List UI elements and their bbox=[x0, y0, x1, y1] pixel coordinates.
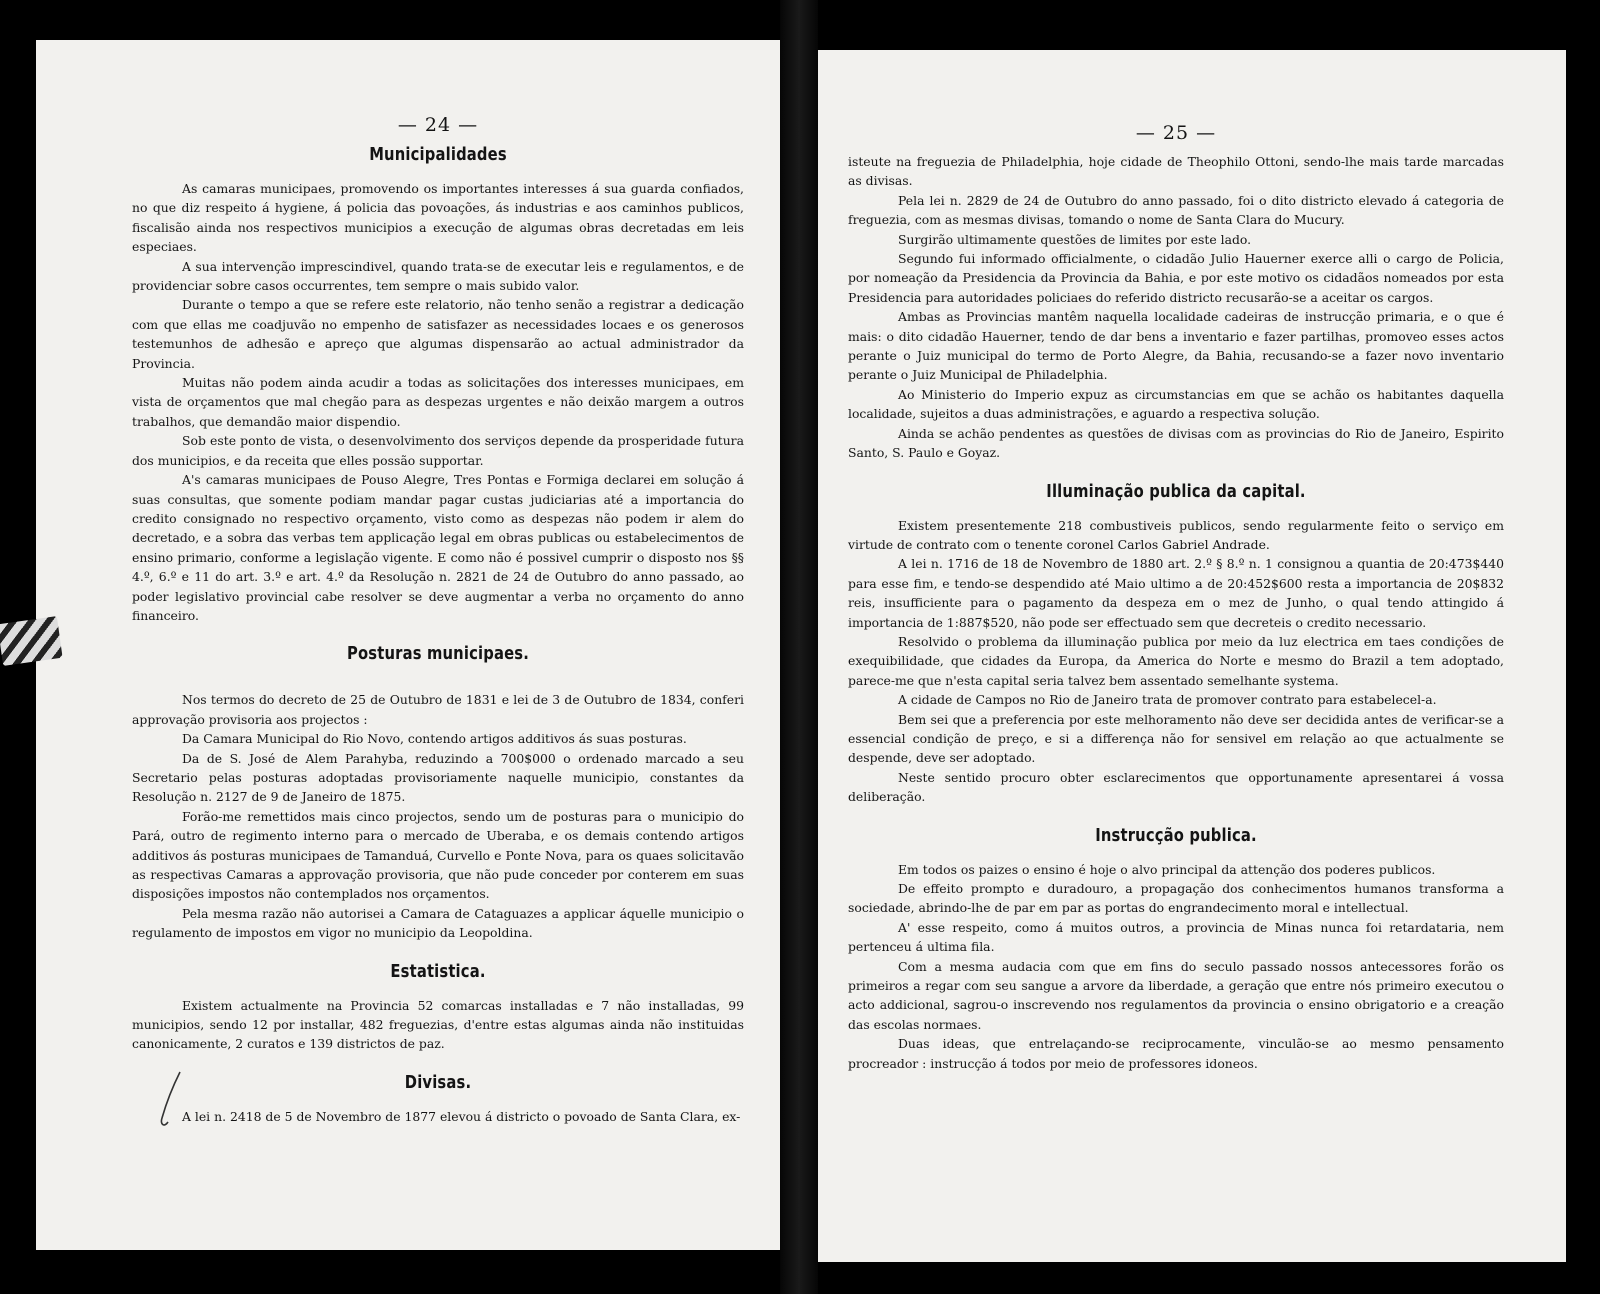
paragraph: Pela lei n. 2829 de 24 de Outubro do anno passado, foi o dito districto elevado á categoria de freguezia, com as mesmas divisas, tomando o nome de Santa Clara do Mucury. bbox=[848, 192, 1504, 228]
section-heading-posturas: Posturas municipaes. bbox=[347, 643, 529, 665]
paragraph: Duas ideas, que entrelaçando-se reciprocamente, vinculão-se ao mesmo pensamento procreador : instrucção á todos por meio de professores idoneos. bbox=[848, 1036, 1504, 1071]
paragraph: isteute na freguezia de Philadelphia, hoje cidade de Theophilo Ottoni, sendo-lhe mais tarde marcadas as divisas. bbox=[848, 154, 1504, 189]
paragraph: De effeito prompto e duradouro, a propagação dos conhecimentos humanos transforma a sociedade, abrindo-lhe de par em par as portas do engrandecimento moral e intellectual. bbox=[848, 881, 1504, 916]
paragraph: Muitas não podem ainda acudir a todas as solicitações dos interesses municipaes, em vista de orçamentos que mal chegão para as despezas urgentes e não deixão margem a outros trabalhos, que demandão maior dispendio. bbox=[132, 375, 744, 429]
paragraph: Com a mesma audacia com que em fins do seculo passado nossos antecessores forão os primeiros a regar com seu sangue a arvore da liberdade, a geração que entre nós primeiro executou o acto addicional, sagrou-o inscrevendo nos regulamentos da provincia o ensino obrigatorio e a creação das escolas normaes. bbox=[848, 958, 1504, 1032]
pencil-mark-icon bbox=[158, 1070, 184, 1130]
paragraph: Ao Ministerio do Imperio expuz as circumstancias em que se achão os habitantes daquella localidade, sujeitos a duas administrações, e aguardo a respectiva solução. bbox=[848, 386, 1504, 422]
paragraph: Da Camara Municipal do Rio Novo, contendo artigos additivos ás suas posturas. bbox=[182, 731, 687, 747]
section-heading-divisas: Divisas. bbox=[404, 1071, 472, 1093]
bookmark-tab bbox=[0, 616, 63, 666]
spacer bbox=[132, 625, 744, 637]
paragraph: Bem sei que a preferencia por este melhoramento não deve ser decidida antes de verificar-se a essencial condição de preço, e si a differença não for sensivel em relação ao que actualmente se despende, deve ser adoptado. bbox=[848, 711, 1504, 766]
right-page bbox=[818, 50, 1566, 1262]
spacer bbox=[132, 943, 744, 955]
paragraph: Em todos os paizes o ensino é hoje o alvo principal da attenção dos poderes publicos. bbox=[898, 861, 1436, 877]
paragraph: Pela mesma razão não autorisei a Camara de Cataguazes a applicar áquelle municipio o regulamento de impostos em vigor no municipio da Leopoldina. bbox=[132, 905, 744, 941]
paragraph: Forão-me remettidos mais cinco projectos, sendo um de posturas para o municipio do Pará, outro de regimento interno para o mercado de Uberaba, e os demais contendo artigos additivos ás posturas municipaes de Tamanduá, Curvello e Ponte Nova, para os quaes solicitavão as respectivas Camaras a approvação provisoria, que não pude conceder por conterem em suas disposições impostos não contemplados nos orçamentos. bbox=[132, 808, 744, 902]
section-heading-municipalidades: Municipalidades bbox=[369, 144, 507, 165]
page-number: — 24 — bbox=[397, 114, 479, 136]
section-heading-estatistica: Estatistica. bbox=[390, 960, 486, 982]
spacer bbox=[132, 1054, 744, 1066]
paragraph: A cidade de Campos no Rio de Janeiro trata de promover contrato para estabelecel-a. bbox=[898, 692, 1437, 708]
section-heading-instruccao: Instrucção publica. bbox=[1095, 824, 1257, 846]
paragraph: Resolvido o problema da illuminação publica por meio da luz electrica em taes condições de exequibilidade, que cidades da Europa, da America do Norte e mesmo do Brazil a tem adoptado, parece-me que n'esta capital seria talvez bem assentado semelhante systema. bbox=[848, 633, 1504, 688]
paragraph: Existem actualmente na Provincia 52 comarcas installadas e 7 não installadas, 99 municipios, sendo 12 por installar, 482 freguezias, d'entre estas algumas ainda não instituidas canonicamente, 2 curatos e 139 districtos de paz. bbox=[132, 997, 744, 1052]
paragraph: A lei n. 1716 de 18 de Novembro de 1880 art. 2.º § 8.º n. 1 consignou a quantia de 20:473$440 para esse fim, e tendo-se despendido até Maio ultimo a de 20:452$600 resta a importancia de 20$832 reis, insufficiente para o pagamento da despeza em o mez de Junho, o qual tendo attingido á importancia de 1:887$520, não pode ser effectuado sem que decreteis o credito necessario. bbox=[848, 556, 1504, 630]
paragraph: Neste sentido procuro obter esclarecimentos que opportunamente apresentarei á vossa deliberação. bbox=[848, 769, 1504, 805]
paragraph: As camaras municipaes, promovendo os importantes interesses á sua guarda confiados, no que diz respeito á hygiene, á policia das povoações, ás industrias e aos caminhos publicos, fiscalisão ainda nos respectivos municipios a execução de algumas obras decretadas em leis especiaes. bbox=[132, 181, 744, 255]
paragraph: Ambas as Provincias mantêm naquella localidade cadeiras de instrucção primaria, e o que é mais: o dito cidadão Hauerner, tendo de dar bens a inventario e fazer partilhas, promoveo esses actos perante o Juiz municipal do termo de Porto Alegre, da Bahia, recusando-se a fazer novo inventario perante o Juiz Municipal de Philadelphia. bbox=[848, 309, 1504, 383]
left-page bbox=[36, 40, 780, 1250]
spacer bbox=[848, 807, 1504, 819]
paragraph: Nos termos do decreto de 25 de Outubro de 1831 e lei de 3 de Outubro de 1834, conferi approvação provisoria aos projectos : bbox=[132, 692, 744, 727]
paragraph: A lei n. 2418 de 5 de Novembro de 1877 elevou á districto o povoado de Santa Clara, ex- bbox=[182, 1108, 741, 1124]
paragraph: Segundo fui informado officialmente, o cidadão Julio Hauerner exerce alli o cargo de Policia, por nomeação da Presidencia da Provincia da Bahia, e por este motivo os cidadãos nomeados por esta Presidencia para autoridades policiaes do referido districto recusarão-se a aceitar os cargos. bbox=[848, 251, 1504, 305]
paragraph: Durante o tempo a que se refere este relatorio, não tenho senão a registrar a dedicação com que ellas me coadjuvão no empenho de satisfazer as necessidades locaes e os generosos testemunhos de adhesão e apreço que algumas dispensarão ao actual administrador da Provincia. bbox=[132, 297, 744, 371]
paragraph: A' esse respeito, como á muitos outros, a provincia de Minas nunca foi retardataria, nem pertenceu á ultima fila. bbox=[848, 919, 1504, 955]
section-heading-illuminacao: Illuminação publica da capital. bbox=[1046, 480, 1306, 502]
paragraph: Surgirão ultimamente questões de limites por este lado. bbox=[898, 231, 1252, 247]
spacer bbox=[132, 678, 744, 690]
paragraph: A sua intervenção imprescindivel, quando trata-se de executar leis e regulamentos, e de providenciar sobre casos occurrentes, tem sempre o mais subido valor. bbox=[132, 258, 744, 294]
paragraph: Existem presentemente 218 combustiveis publicos, sendo regularmente feito o serviço em virtude de contrato com o tenente coronel Carlos Gabriel Andrade. bbox=[848, 517, 1504, 552]
paragraph: Ainda se achão pendentes as questões de divisas com as provincias do Rio de Janeiro, Espirito Santo, S. Paulo e Goyaz. bbox=[848, 425, 1504, 461]
spacer bbox=[848, 463, 1504, 475]
page-number: — 25 — bbox=[1135, 122, 1217, 144]
paragraph: A's camaras municipaes de Pouso Alegre, Tres Pontas e Formiga declarei em solução á suas consultas, que somente podiam mandar pagar custas judiciarias até a importancia do credito consignado no respectivo orçamento, visto como as despezas não podem ir alem do decretado, e a sobra das verbas tem applicação legal em obras publicas ou estabelecimentos de ensino primario, conforme a legislação vigente. E como não é possivel cumprir o disposto nos §§ 4.º, 6.º e 11 do art. 3.º e art. 4.º da Resolução n. 2821 de 24 de Outubro do anno passado, ao poder legislativo provincial cabe resolver se deve augmentar a verba no orçamento do anno financeiro. bbox=[132, 472, 744, 623]
paragraph: Da de S. José de Alem Parahyba, reduzindo a 700$000 o ordenado marcado a seu Secretario pelas posturas adoptadas provisoriamente naquelle municipio, constantes da Resolução n. 2127 de 9 de Janeiro de 1875. bbox=[132, 750, 744, 805]
book-gutter bbox=[780, 0, 818, 1294]
paragraph: Sob este ponto de vista, o desenvolvimento dos serviços depende da prosperidade futura dos municipios, e da receita que elles possão supportar. bbox=[132, 433, 744, 468]
